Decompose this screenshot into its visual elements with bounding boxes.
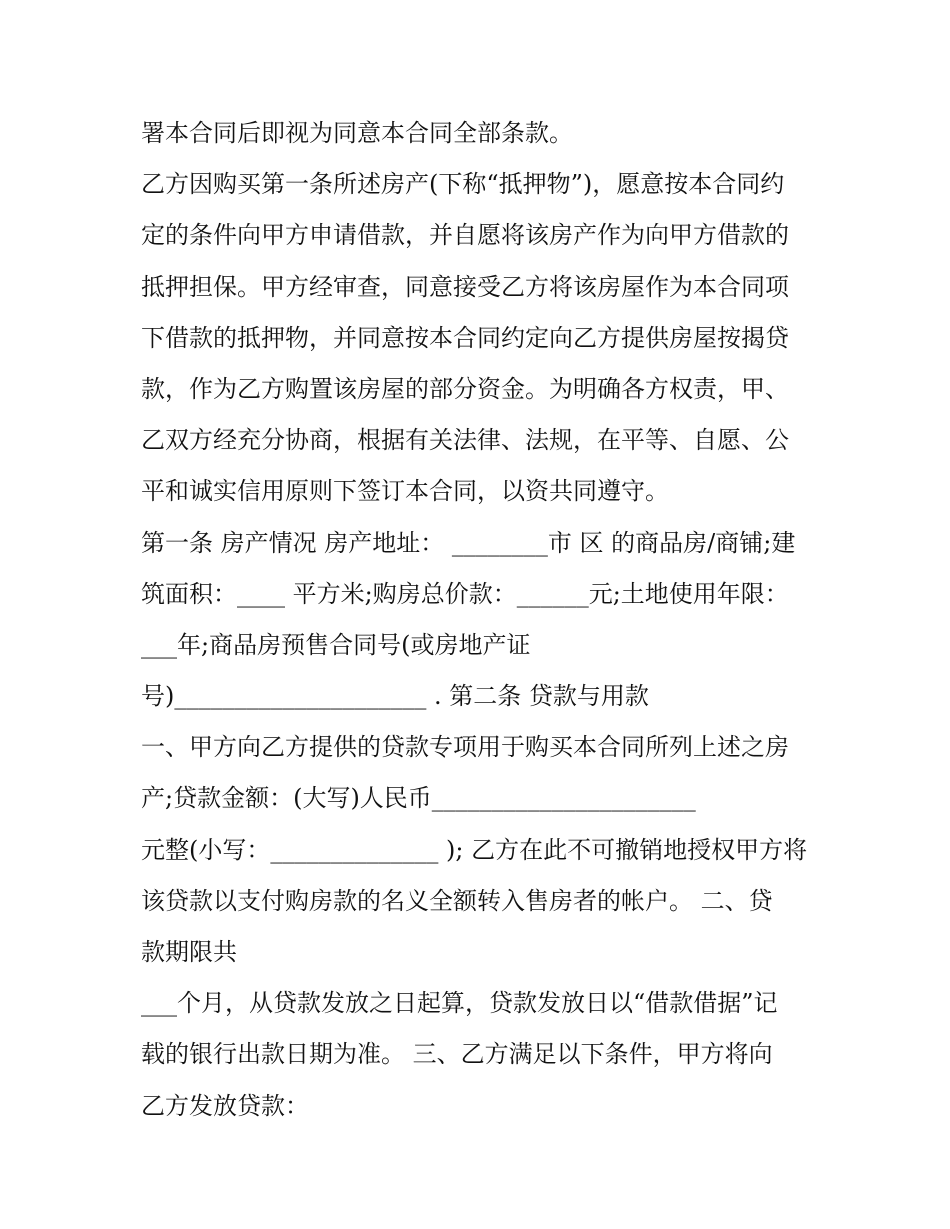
- text-line: 下借款的抵押物，并同意按本合同约定向乙方提供房屋按揭贷: [141, 323, 789, 352]
- text-line: 乙方发放贷款：: [141, 1091, 309, 1120]
- text-line: 抵押担保。甲方经审查，同意接受乙方将该房屋作为本合同项: [141, 272, 789, 301]
- text-line: 第一条 房产情况 房产地址： ________市 区 的商品房/商铺;建: [141, 528, 796, 557]
- text-line: 署本合同后即视为同意本合同全部条款。: [141, 119, 573, 147]
- contract-text-body: [141, 108, 821, 1132]
- text-line: 乙方因购买第一条所述房产(下称“抵押物”)，愿意按本合同约: [141, 170, 785, 199]
- text-line: 乙双方经充分协商，根据有关法律、法规，在平等、自愿、公: [141, 426, 789, 455]
- text-line: ___个月，从贷款发放之日起算，贷款发放日以“借款借据”记: [141, 989, 778, 1018]
- text-line: 款，作为乙方购置该房屋的部分资金。为明确各方权责，甲、: [141, 374, 789, 403]
- text-line: 该贷款以支付购房款的名义全额转入售房者的帐户。 二、贷: [141, 886, 773, 915]
- text-line: 平和诚实信用原则下签订本合同，以资共同遵守。: [141, 477, 669, 506]
- text-line: 定的条件向甲方申请借款，并自愿将该房产作为向甲方借款的: [141, 221, 789, 250]
- text-line: 筑面积：____ 平方米;购房总价款：______元;土地使用年限：: [141, 579, 789, 608]
- text-line: 号)_____________________ . 第二条 贷款与用款: [141, 682, 649, 711]
- text-line: 载的银行出款日期为准。 三、乙方满足以下条件，甲方将向: [141, 1040, 773, 1069]
- text-line: 一、甲方向乙方提供的贷款专项用于购买本合同所列上述之房: [141, 733, 789, 762]
- text-line: ___年;商品房预售合同号(或房地产证: [141, 630, 531, 659]
- text-line: 元整(小写：______________ ); 乙方在此不可撤销地授权甲方将: [141, 835, 808, 864]
- text-line: 款期限共: [141, 938, 237, 966]
- text-line: 产;贷款金额：(大写)人民币______________________: [141, 784, 696, 813]
